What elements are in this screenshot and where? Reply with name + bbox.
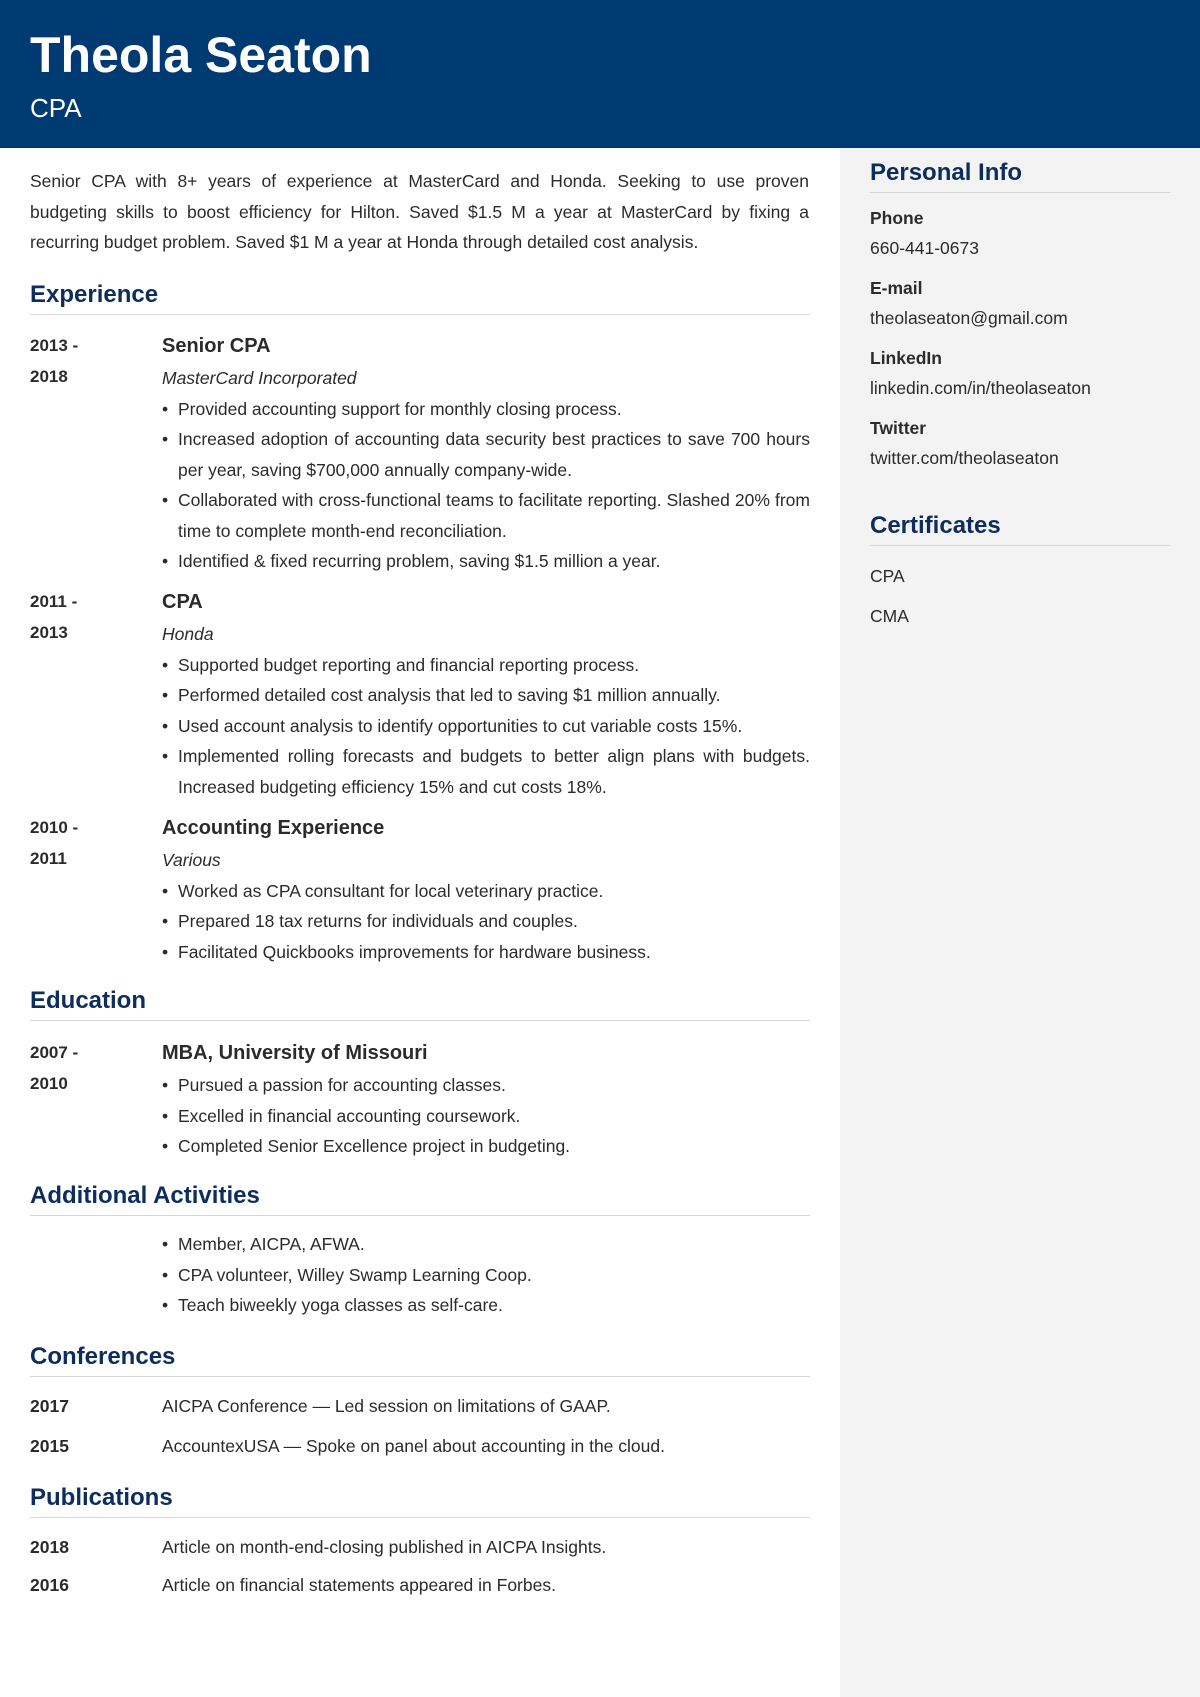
date-start: 2011 -	[30, 592, 78, 611]
job-bullets	[162, 876, 810, 968]
bullet: • Prepared 18 tax returns for individuals and couples.	[162, 906, 810, 937]
twitter-label: Twitter	[870, 418, 927, 438]
bullet: • Member, AICPA, AFWA.	[162, 1229, 810, 1260]
sidebar	[840, 148, 1200, 1697]
job-company: Various	[162, 850, 221, 870]
job-role: CPA	[162, 591, 203, 613]
phone-value: 660-441-0673	[870, 238, 979, 258]
date-start: 2013 -	[30, 336, 79, 355]
bullet: • Provided accounting support for monthly closing process.	[162, 394, 810, 425]
conference-year: 2017	[30, 1396, 69, 1416]
job-bullets	[162, 394, 810, 577]
conferences-heading: Conferences	[30, 1342, 810, 1377]
bullet: • Facilitated Quickbooks improvements for hardware business.	[162, 937, 810, 968]
experience-heading: Experience	[30, 280, 810, 315]
education-heading: Education	[30, 986, 810, 1021]
bullet: • Worked as CPA consultant for local veterinary practice.	[162, 876, 810, 907]
conference-text: AICPA Conference — Led session on limitations of GAAP.	[162, 1396, 611, 1416]
candidate-name: Theola Seaton	[30, 27, 372, 83]
job-role: Accounting Experience	[162, 817, 385, 839]
publication-year: 2016	[30, 1575, 69, 1595]
bullet: • Supported budget reporting and financial reporting process.	[162, 650, 810, 681]
bullet: • Excelled in financial accounting coursework.	[162, 1101, 810, 1132]
job-company: Honda	[162, 624, 214, 644]
linkedin-label: LinkedIn	[870, 348, 942, 368]
bullet: • Pursued a passion for accounting classes.	[162, 1070, 810, 1101]
bullet: • CPA volunteer, Willey Swamp Learning Coop.	[162, 1260, 810, 1291]
certificate-item: CMA	[870, 606, 909, 626]
job-dates	[30, 813, 130, 874]
certificates-heading: Certificates	[870, 511, 1170, 546]
date-start: 2007 -	[30, 1043, 79, 1062]
job-company: MasterCard Incorporated	[162, 368, 357, 388]
education-bullets	[162, 1070, 810, 1162]
date-end: 2018	[30, 366, 68, 386]
bullet: • Increased adoption of accounting data security best practices to save 700 hours per year, saving $700,000 annually company-wide.	[162, 424, 810, 485]
education-dates	[30, 1038, 130, 1099]
bullet: • Performed detailed cost analysis that led to saving $1 million annually.	[162, 680, 810, 711]
activities-heading: Additional Activities	[30, 1181, 810, 1216]
personal-info-heading: Personal Info	[870, 158, 1170, 193]
date-end: 2011	[30, 848, 67, 868]
bullet: • Completed Senior Excellence project in budgeting.	[162, 1131, 810, 1162]
job-role: Senior CPA	[162, 335, 271, 357]
phone-label: Phone	[870, 208, 924, 228]
degree: MBA, University of Missouri	[162, 1042, 428, 1064]
resume-header	[0, 0, 1200, 148]
job-bullets	[162, 650, 810, 803]
date-end: 2013	[30, 622, 68, 642]
bullet: • Implemented rolling forecasts and budgets to better align plans with budgets. Increased budgeting efficiency 15% and cut costs 18%.	[162, 741, 810, 802]
bullet: • Collaborated with cross-functional teams to facilitate reporting. Slashed 20% from time to complete month-end reconciliation.	[162, 485, 810, 546]
conference-year: 2015	[30, 1436, 69, 1456]
linkedin-value[interactable]: linkedin.com/in/theolaseaton	[870, 378, 1091, 398]
certificate-item: CPA	[870, 566, 905, 586]
activities-bullets	[162, 1229, 810, 1321]
bullet: • Used account analysis to identify opportunities to cut variable costs 15%.	[162, 711, 810, 742]
publication-text: Article on financial statements appeared in Forbes.	[162, 1575, 556, 1595]
date-start: 2010 -	[30, 818, 79, 837]
summary: Senior CPA with 8+ years of experience at MasterCard and Honda. Seeking to use proven budgeting skills to boost efficiency for Hilton. Saved $1.5 M a year at MasterCard by fixing a recurring budget problem. Saved $1 M a year at Honda through detailed cost analysis.	[30, 171, 809, 252]
twitter-value[interactable]: twitter.com/theolaseaton	[870, 448, 1059, 468]
bullet: • Identified & fixed recurring problem, saving $1.5 million a year.	[162, 546, 810, 577]
email-label: E-mail	[870, 278, 923, 298]
job-dates	[30, 587, 130, 648]
publication-year: 2018	[30, 1537, 69, 1557]
job-dates	[30, 331, 130, 392]
bullet: • Teach biweekly yoga classes as self-care.	[162, 1290, 810, 1321]
candidate-title: CPA	[30, 93, 82, 123]
publication-text: Article on month-end-closing published in AICPA Insights.	[162, 1537, 607, 1557]
publications-heading: Publications	[30, 1483, 810, 1518]
date-end: 2010	[30, 1073, 68, 1093]
conference-text: AccountexUSA — Spoke on panel about accounting in the cloud.	[162, 1436, 665, 1456]
email-value[interactable]: theolaseaton@gmail.com	[870, 308, 1068, 328]
